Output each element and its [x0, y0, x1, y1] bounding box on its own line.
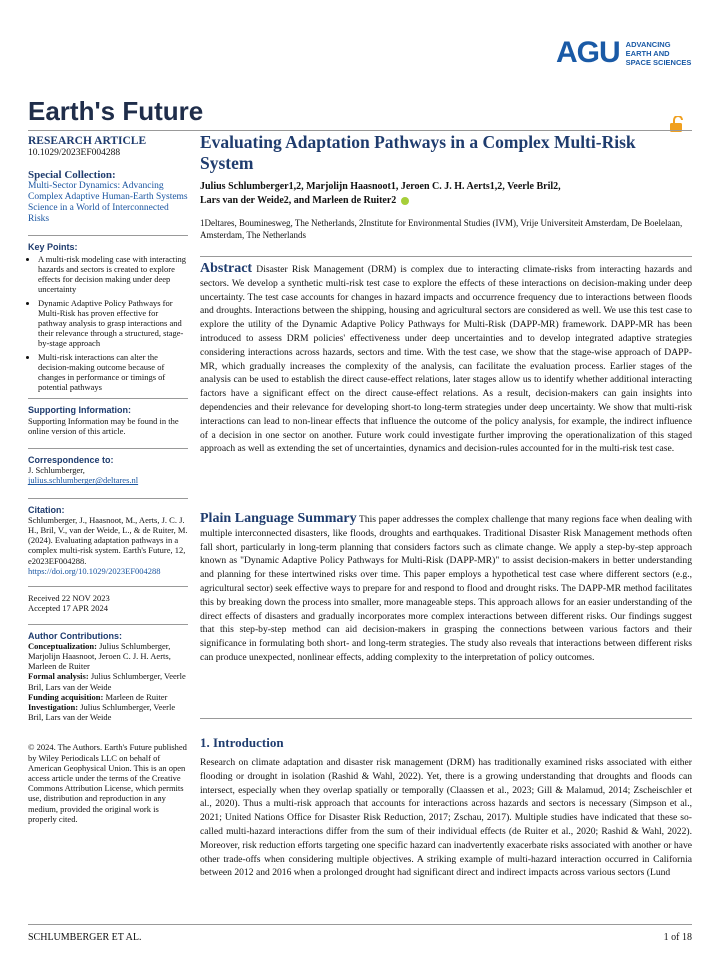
abstract-text: Disaster Risk Management (DRM) is complex due to interacting climate-risks from interacting hazards and sectors. We develop a synthetic multi-risk test case to explore the effects of these interactions on decision-making under deep uncertainty. The test case accounts for changes in hazard impacts and occurrence frequency due to interactions between floods and droughts. Interactions between the shipping, housing and agricultural sectors are considered as well. We use this test case to explore the utility of the Dynamic Adaptive Policy Pathways for Multi-Risk (DAPP-MR) framework. DAPP-MR has been introduced to assess DRM policies' effectiveness under deep uncertainties and to develop integrated adaptive strategies considering interactions across hazards, sectors and time. With the test case, we show that the stage-wise approach of DAPP-MR, which gradually increases the complexity of the analysis, can facilitate the evaluation process. Earlier stages of the analysis can be used to establish the direct cause-effect relations, later stages allow us to identify whether additional interacting factors have a significant effect on the direct cause-effect relations. As a result, decision-makers can gain insights into dependencies and their relevance for developing short-to long-term strategies under deep uncertainty. We show that multi-risk interactions can lead to non-linear effects that influence the outcome of the policy analysis, for example, the indirect influence of a decision in one sector on another. Future work could investigate further improving the operationalization of this staged approach as well as extending the set of uncertainties, dynamics and decision-rules accounted for in the multi-risk test case. — [200, 264, 692, 455]
authors-line — [200, 194, 692, 208]
contribution-names: Julius Schlumberger, Marjolijn Haasnoot, Jeroen C. J. H. Aerts, Marleen de Ruiter — [28, 640, 171, 672]
contribution-item — [28, 671, 188, 691]
abstract — [200, 262, 692, 456]
key-points-head: Key Points: — [28, 241, 78, 252]
affiliations: 1Deltares, Bouminesweg, The Netherlands, 2Institute for Environmental Studies (IVM), Vrije Universiteit Amsterdam, De Boelelaan, Amsterdam, The Netherlands — [200, 218, 683, 240]
divider — [200, 256, 692, 257]
special-collection-head: Special Collection: — [28, 169, 116, 182]
contribution-item — [28, 641, 188, 672]
citation-doi-link[interactable]: https://doi.org/10.1029/2023EF004288 — [28, 565, 161, 576]
key-point: • Dynamic Adaptive Policy Pathways for Multi-Risk has proven effective for pathway analysis to grasp interactions and their relevance through a structured, stage-by-stage approach — [38, 298, 188, 349]
pls-head: Plain Language Summary — [200, 511, 357, 526]
correspondence-head: Correspondence to: — [28, 455, 114, 466]
authors-text: Lars van der Weide2, and Marleen de Ruiter2 — [200, 195, 397, 206]
authors-text: Julius Schlumberger1,2, Marjolijn Haasnoot1, Jeroen C. J. H. Aerts1,2, Veerle Bril2, — [200, 181, 561, 192]
article-doi: 10.1029/2023EF004288 — [28, 148, 121, 159]
divider — [200, 718, 692, 719]
supporting-info-head: Supporting Information: — [28, 405, 131, 416]
agu-tagline-line: SPACE SCIENCES — [625, 57, 692, 67]
key-point: • A multi-risk modeling case with interacting hazards and sectors is created to explore effects for decision making under deep uncertainty — [38, 254, 188, 295]
journal-title: Earth's Future — [28, 96, 204, 126]
plain-language-summary — [200, 512, 692, 665]
introduction-text: Research on climate adaptation and disaster risk management (DRM) has traditionally examined risks associated with either flooding or drought in isolation (Rashid & Wahl, 2022). Yet, there is a growing understanding that droughts and floods can intersect, especially when they overlap spatially or temporally (Claassen et al., 2023; Gill & Malamud, 2014; Zscheischler et al., 2020). Thus a multi-risk approach that accounts for interactions across hazards and sectors is necessary (Simpson et al., 2021; United Nations Office for Disaster Risk Reduction, 2017; Zschau, 2017). Multiple studies have indicated that these so-called multi-hazard interactions differ from the sum of their individual effects (de Ruiter et al., 2020; Rashid & Wahl, 2022). Moreover, risk reduction efforts targeting one specific hazard can inadvertently exacerbate risks associated with another or have other trade-offs when considering multiple objectives. A striking example of multi-hazard interaction occurred in California between 2012 and 2016 when a prolonged drought had significant direct and indirect impacts across various sectors (Lund — [200, 757, 692, 879]
agu-tagline — [626, 40, 692, 67]
correspondence-email-link[interactable]: julius.schlumberger@deltares.nl — [28, 475, 139, 486]
supporting-info — [28, 398, 188, 436]
correspondence — [28, 448, 188, 486]
special-collection-text[interactable]: Multi-Sector Dynamics: Advancing Complex Adaptive Human-Earth Systems Science in a World of Interconnected Risks — [28, 180, 188, 224]
page-number: 1 of 18 — [663, 932, 692, 943]
authors-line — [200, 180, 692, 194]
contribution-role: Investigation: — [28, 701, 79, 712]
contribution-item — [28, 692, 188, 702]
author-contributions-head: Author Contributions: — [28, 630, 122, 641]
header-rule — [28, 130, 692, 131]
correspondence-name: J. Schlumberger, — [28, 465, 85, 476]
author-list — [200, 180, 692, 208]
citation — [28, 498, 188, 576]
article-title: Evaluating Adaptation Pathways in a Complex Multi-Risk System — [200, 132, 636, 173]
orcid-icon[interactable] — [401, 197, 409, 205]
footer-rule — [28, 924, 692, 925]
received-date: Received 22 NOV 2023 — [28, 593, 110, 604]
contribution-names: Julius Schlumberger, Veerle Bril, Lars van der Weide — [28, 701, 176, 723]
agu-tagline-line: EARTH AND — [625, 48, 670, 58]
running-head: SCHLUMBERGER ET AL. — [28, 932, 142, 943]
key-point: • Multi-risk interactions can alter the decision-making outcome because of changes in performance or timings of potential pathways — [38, 352, 188, 393]
sidebar — [28, 136, 188, 824]
contribution-names: Julius Schlumberger, Veerle Bril, Lars van der Weide — [28, 671, 186, 692]
key-points — [28, 235, 188, 393]
contribution-item — [28, 702, 188, 722]
agu-logo — [556, 36, 691, 70]
author-contributions — [28, 624, 188, 723]
dates — [28, 586, 188, 613]
contribution-names: Marleen de Ruiter — [105, 691, 168, 702]
agu-logo-mark: AGU — [556, 36, 620, 69]
article-type: RESEARCH ARTICLE — [28, 135, 147, 147]
contribution-role: Conceptualization: — [28, 640, 97, 651]
citation-text: Schlumberger, J., Haasnoot, M., Aerts, J. C. J. H., Bril, V., van der Weide, L., & de Ruiter, M. (2024). Evaluating adaptation pathways in a complex multi-risk system. Earth's Future, 12, e2023EF004288. — [28, 514, 188, 566]
supporting-info-text: Supporting Information may be found in the online version of this article. — [28, 415, 179, 436]
contribution-role: Formal analysis: — [28, 671, 89, 682]
introduction-head: 1. Introduction — [200, 735, 284, 750]
abstract-head: Abstract — [200, 261, 253, 276]
copyright: © 2024. The Authors. Earth's Future published by Wiley Periodicals LLC on behalf of American Geophysical Union. This is an open access article under the terms of the Creative Commons Attribution License, which permits use, distribution and reproduction in any medium, provided the original work is properly cited. — [28, 742, 187, 824]
accepted-date: Accepted 17 APR 2024 — [28, 603, 109, 614]
pls-text: This paper addresses the complex challenge that many regions face when dealing with multiple interconnected disasters, like floods, droughts and earthquakes. Traditional Disaster Risk Management methods often fall short, particularly in long-term planning that considers factors such as climate change. We apply a step-by-step approach known as "Dynamic Adaptive Policy Pathways for Multi-Risk (DAPP-MR)" to assist decision-makers in better understanding and planning for these intertwined risks over time. This paper employs a hypothetical test case where different sectors (e.g., agricultural sector) seek effective ways to prepare for and respond to flood and drought risks. The DAPP-MR method facilitates this by breaking down the process into smaller, more manageable steps. This approach allows for an easier understanding of the direct effects of disasters and gradually incorporates more complex interactions between different risks. Our findings suggest that this step-by-step method can aid decision-makers in grasping the connections between various factors and their significance in formulating both short- and long-term strategies. The study also reveals that interactions between different risks can produce unexpected, nonlinear effects, adding complexity to the interpretation of policy outcomes. — [200, 514, 692, 663]
contribution-role: Funding acquisition: — [28, 691, 104, 702]
agu-tagline-line: ADVANCING — [625, 39, 671, 49]
citation-head: Citation: — [28, 504, 65, 515]
